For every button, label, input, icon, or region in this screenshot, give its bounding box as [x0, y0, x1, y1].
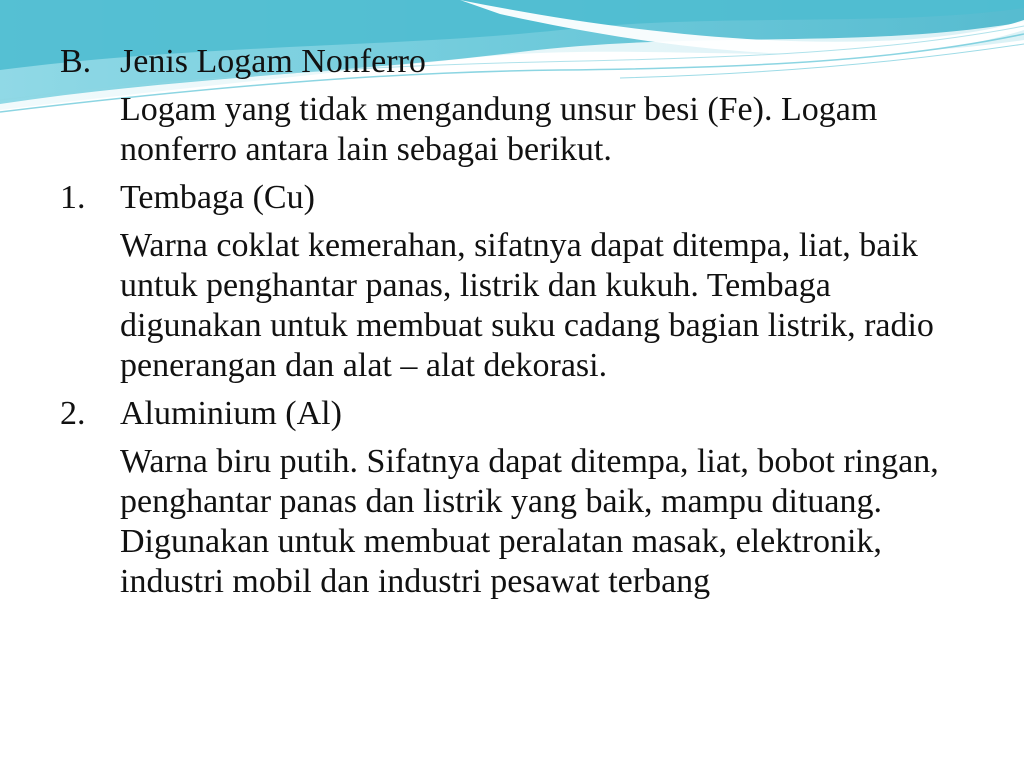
item-2-title: Aluminium (Al): [120, 395, 342, 432]
item-2-heading: [60, 394, 980, 434]
item-2-paragraph: Warna biru putih. Sifatnya dapat ditempa, liat, bobot ringan, penghantar panas dan listrik yang baik, mampu dituang. Digunakan untuk membuat peralatan masak, elektronik, industri mobil dan industri pesawat terbang: [120, 443, 939, 600]
item-1-marker: 1.: [60, 179, 86, 216]
item-1-title: Tembaga (Cu): [120, 179, 315, 216]
section-b-title: Jenis Logam Nonferro: [120, 43, 426, 80]
slide-content: [60, 42, 980, 610]
section-b-heading: [60, 42, 980, 82]
item-1-heading: [60, 178, 980, 218]
section-b-paragraph: Logam yang tidak mengandung unsur besi (Fe). Logam nonferro antara lain sebagai berikut.: [120, 91, 878, 168]
item-2-marker: 2.: [60, 395, 86, 432]
item-1-paragraph: Warna coklat kemerahan, sifatnya dapat ditempa, liat, baik untuk penghantar panas, listrik dan kukuh. Tembaga digunakan untuk membuat suku cadang bagian listrik, radio penerangan dan alat – alat dekorasi.: [120, 227, 934, 384]
section-b-marker: B.: [60, 43, 92, 80]
